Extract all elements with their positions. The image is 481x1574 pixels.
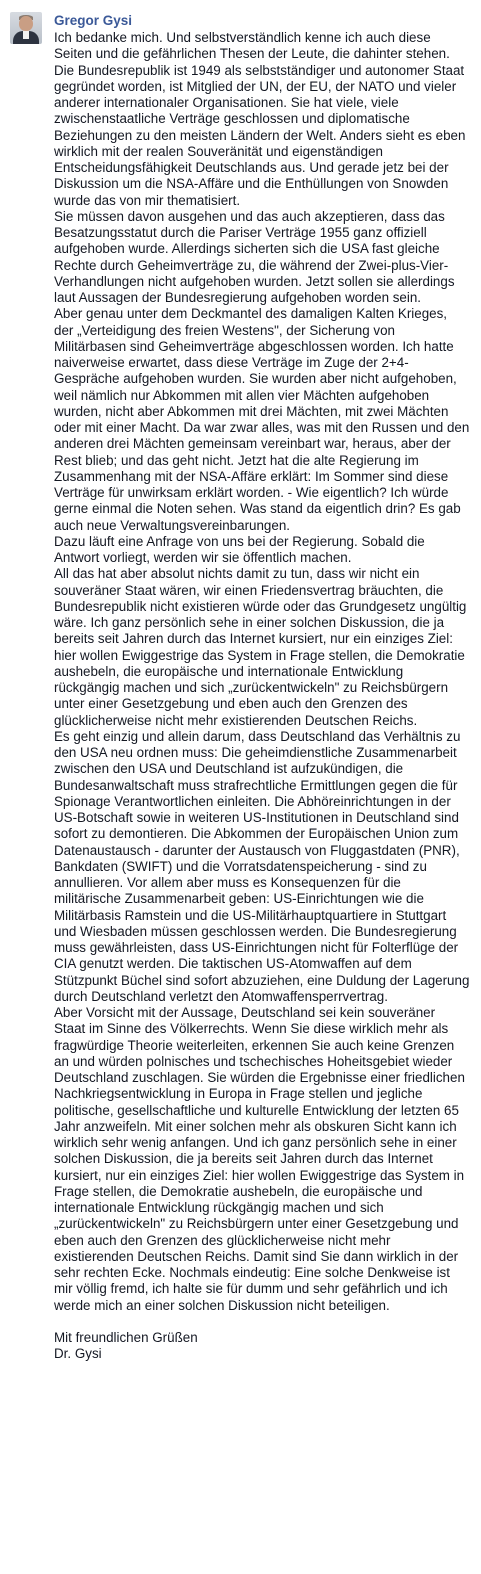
comment-paragraph-4: Aber genau unter dem Deckmantel des damaligen Kalten Krieges, der „Verteidigung des freien Westens", der Sicherung von Militärbasen sind Geheimverträge abgeschlossen worden. Ich hatte naiverweise erwartet, dass diese Verträge im Zuge der 2+4-Gespräche aufgehoben wurden. Sie wurden aber nicht aufgehoben, weil nämlich nur Abkommen mit allen vier Mächten aufgehoben wurden, nicht aber Abkommen mit drei Mächten, mit zwei Mächten oder mit einer Macht. Da war zwar alles, was mit den Russen und den anderen drei Mächten gemeinsam vereinbart war, heraus, aber der Rest blieb; und das geht nicht. Jetzt hat die alte Regierung im Zusammenhang mit der NSA-Affäre erklärt: Im Sommer sind diese Verträge für unwirksam erklärt worden. - Wie eigentlich? Ich würde gerne einmal die Noten sehen. Was stand da eigentlich drin? Es gab auch neue Verwaltungsvereinbarungen. [54,306,474,533]
avatar-head [19,16,33,31]
avatar-collar [23,31,29,39]
author-avatar[interactable] [10,12,42,44]
comment-paragraph-8: Aber Vorsicht mit der Aussage, Deutschland sei kein souveräner Staat im Sinne des Völkerrechts. Wenn Sie diese wirklich mehr als fragwürdige Theorie weiterleiten, erkennen Sie auch keine Grenzen an und würden polnisches und tschechisches Hoheitsgebiet wieder Deutschland zuschlagen. Sie würden die Ergebnisse einer friedlichen Nachkriegsentwicklung in Europa in Frage stellen und jegliche politische, gesellschaftliche und kulturelle Entwicklung der letzten 65 Jahr anzweifeln. Mit einer solchen mehr als obskuren Sicht kann ich wirklich sehr wenig anfangen. Und ich ganz persönlich sehe in einer solchen Diskussion, die ja bereits seit Jahren durch das Internet kursiert, nur ein einziges Ziel: hier wollen Ewiggestrige das System in Frage stellen, die Demokratie aushebeln, die europäische und internationale Entwicklung rückgängig machen und sich „zurückentwickeln" zu Reichsbürgern unter einer Gesetzgebung und eben auch den Grenzen des glücklicherweise nicht mehr existierenden Deutschen Reichs. Damit sind Sie dann wirklich in der sehr rechten Ecke. Nochmals eindeutig: Eine solche Denkweise ist mir völlig fremd, ich halte sie für dumm und sehr gefährlich und ich werde mich an einer solchen Diskussion nicht beteiligen. [54,1005,469,1313]
comment-paragraph-3: Sie müssen davon ausgehen und das auch akzeptieren, dass das Besatzungsstatut durch die Pariser Verträge 1955 ganz offiziell aufgehoben wurde. Allerdings sicherten sich die USA fast gleiche Rechte durch Geheimverträge zu, die während der Zwei-plus-Vier-Verhandlungen nicht aufgehoben wurden. Jetzt sollen sie allerdings laut Aussagen der Bundesregierung aufgehoben worden sein. [54,208,459,305]
comment-content [54,12,474,1362]
comment-paragraph-5: Dazu läuft eine Anfrage von uns bei der Regierung. Sobald die Antwort vorliegt, werden wir sie öffentlich machen. [54,533,428,565]
comment-paragraph-1: Ich bedanke mich. Und selbstverständlich kenne ich auch diese Seiten und die gefährlichen Thesen der Leute, die dahinter stehen. [54,30,450,62]
comment-paragraph-2: Die Bundesrepublik ist 1949 als selbstständiger und autonomer Staat gegründet worden, ist Mitglied der UN, der EU, der NATO und vieler anderer internationaler Organisationen. Sie hat viele, viele zwischenstaatliche Verträge geschlossen und diplomatische Beziehungen zu den meisten Ländern der Welt. Anders sieht es eben wirklich mit der realen Souveränität und eigenständigen Entscheidungsfähigkeit Deutschlands aus. Und gerade jetz bei der Diskussion um die NSA-Affäre und die Enthüllungen von Snowden wurde das von mir thematisiert. [54,62,470,208]
paragraph-spacer [54,1314,470,1330]
closing-line: Mit freundlichen Grüßen [54,1329,198,1345]
comment-paragraph-7: Es geht einzig und allein darum, dass Deutschland das Verhältnis zu den USA neu ordnen muss: Die geheimdienstliche Zusammenarbeit zwischen den USA und Deutschland ist aufzukündigen, die Bundesanwaltschaft muss strafrechtliche Ermittlungen gegen die für Spionage Verantwortlichen einleiten. Die Abhöreinrichtungen in der US-Botschaft sowie in weiteren US-Institutionen in Deutschland sind sofort zu demontieren. Die Abkommen der Europäischen Union zum Datenaustausch - darunter der Austausch von Fluggastdaten (PNR), Bankdaten (SWIFT) und die Vorratsdatenspeicherung - sind zu annullieren. Vor allem aber muss es Konsequenzen für die militärische Zusammenarbeit geben: US-Einrichtungen wie die Militärbasis Ramstein und die US-Militärhauptquartiere in Stuttgart und Wiesbaden müssen geschlossen werden. Die Bundesregierung muss gewährleisten, dass US-Einrichtungen nicht für Folterflüge der CIA genutzt werden. Die taktischen US-Atomwaffen auf dem Stützpunkt Büchel sind sofort abzuziehen, eine Duldung der Lagerung durch Deutschland verletzt den Atomwaffensperrvertrag. [54,728,474,1004]
comment-paragraph-6: All das hat aber absolut nichts damit zu tun, dass wir nicht ein souveräner Staat wären, wir einen Friedensvertrag bräuchten, die Bundesrepublik nicht existieren würde oder das Grundgesetz ungültig wäre. Ich ganz persönlich sehe in einer solchen Diskussion, die ja bereits seit Jahren durch das Internet kursiert, nur ein einziges Ziel: hier wollen Ewiggestrige das System in Frage stellen, die Demokratie aushebeln, die europäische und internationale Entwicklung rückgängig machen und sich „zurückentwickeln" zu Reichsbürgern unter einer Gesetzgebung und eben auch den Grenzen des glücklicherweise nicht mehr existierenden Deutschen Reichs. [54,566,471,728]
signature: Dr. Gysi [54,1346,102,1361]
author-name-link[interactable]: Gregor Gysi [54,13,133,28]
